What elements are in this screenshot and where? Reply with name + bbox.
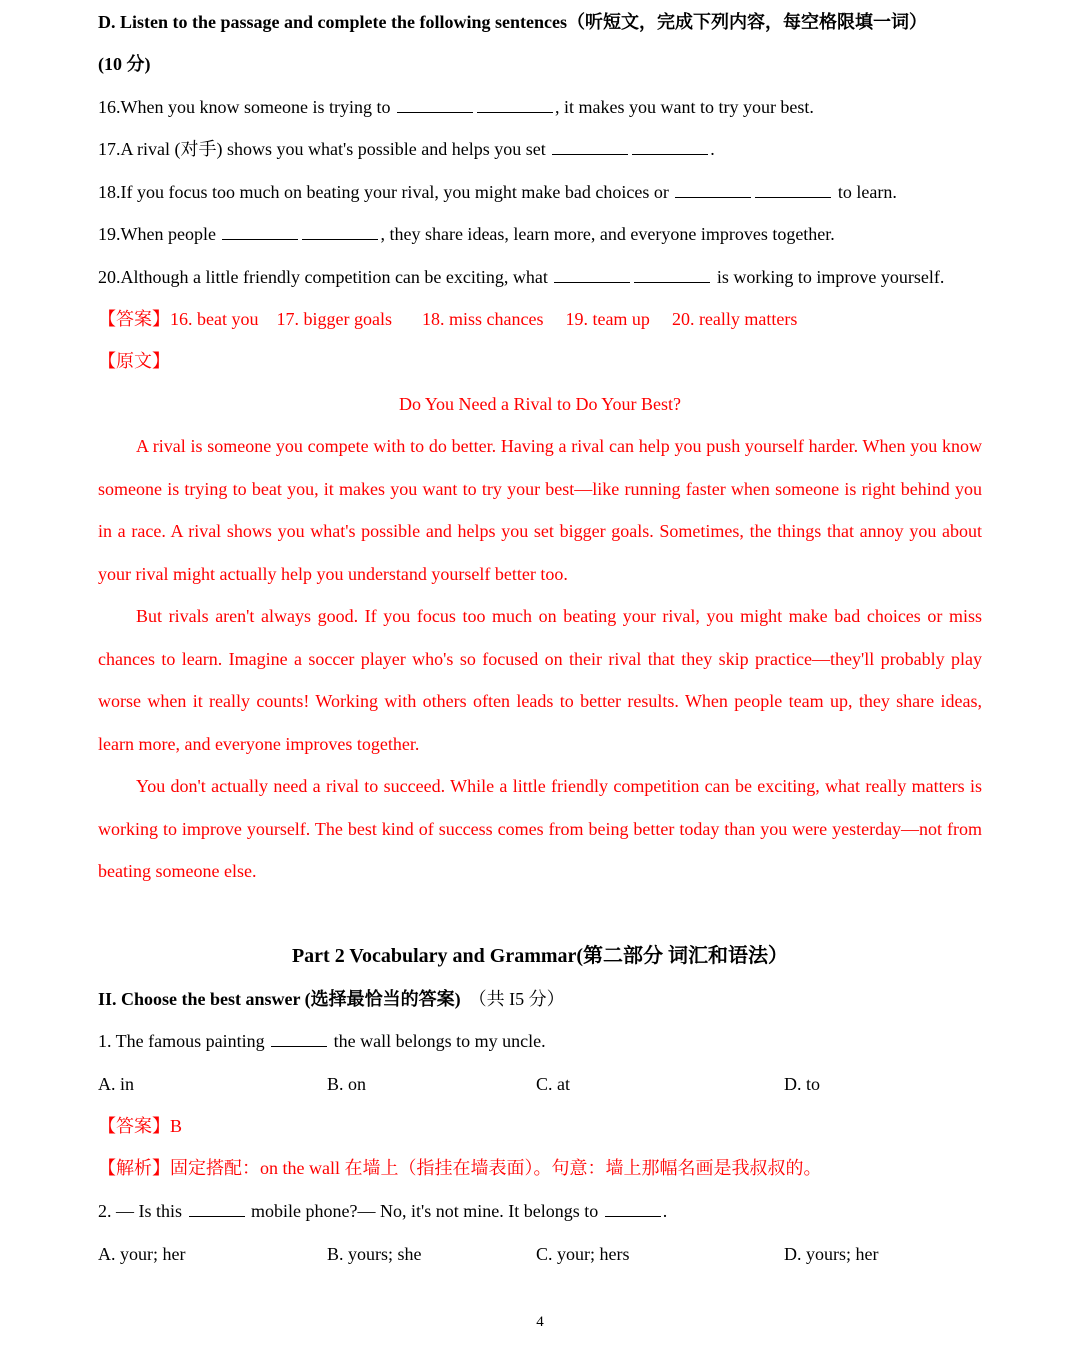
question-text: , it makes you want to try your best. (554, 97, 814, 117)
option-a: A. your; her (98, 1244, 186, 1264)
question-text: 17.A rival (对手) shows you what's possible and helps you set (98, 139, 551, 159)
mcq-1-answer (98, 1114, 982, 1138)
question-text: . (662, 1201, 668, 1221)
answer-blank (271, 1032, 327, 1047)
mcq-1 (98, 1029, 982, 1053)
question-text: 16.When you know someone is trying to (98, 97, 395, 117)
answer-item: 16. beat you (170, 309, 259, 329)
option-a: A. in (98, 1074, 134, 1094)
mcq-1-analysis (98, 1156, 982, 1180)
section-d-heading: D. Listen to the passage and complete the following sentences（听短文，完成下列内容，每空格限填一词） (98, 12, 927, 32)
option-d: D. yours; her (784, 1244, 879, 1264)
part2-title: Part 2 Vocabulary and Grammar(第二部分 词汇和语法） (291, 945, 789, 967)
mcq-2 (98, 1199, 982, 1223)
option-c: C. at (536, 1074, 570, 1094)
section-heading-text: II. Choose the best answer (选择最恰当的答案) (98, 989, 461, 1009)
answer-blank (397, 98, 473, 113)
answer-blank (189, 1202, 245, 1217)
answer-blank (477, 98, 553, 113)
mcq-1-options (98, 1072, 982, 1096)
answer-blank (634, 268, 710, 283)
answer-item: 19. team up (565, 309, 650, 329)
answer-blank (605, 1202, 661, 1217)
question-text: is working to improve yourself. (712, 267, 945, 287)
page-number: 4 (536, 1314, 544, 1330)
question-18 (98, 180, 982, 204)
passage-paragraph-3: You don't actually need a rival to succeed. While a little friendly competition can be exciting, what really matters is working to improve yourself. The best kind of success comes from being better today than you were yesterday—not from beating someone else. (98, 776, 982, 881)
answer-blank (222, 225, 298, 240)
question-19 (98, 222, 982, 246)
answer-blank (632, 140, 708, 155)
answer-label: 【答案】 (98, 309, 170, 329)
original-label: 【原文】 (98, 351, 170, 371)
section-ii-heading (98, 987, 982, 1011)
question-text: 1. The famous painting (98, 1031, 270, 1051)
answer-blank (755, 183, 831, 198)
answer-item: 17. bigger goals (276, 309, 392, 329)
mcq-2-options (98, 1242, 982, 1266)
answer-value: B (170, 1116, 183, 1136)
passage-paragraph-1: A rival is someone you compete with to do better. Having a rival can help you push yourself harder. When you know someone is trying to beat you, it makes you want to try your best—like running faster when someone is right behind you in a race. A rival shows you what's possible and helps you set bigger goals. Sometimes, the things that annoy you about your rival might actually help you understand yourself better too. (98, 436, 982, 584)
answer-item: 18. miss chances (421, 309, 544, 329)
question-text: , they share ideas, learn more, and everyone improves together. (380, 224, 835, 244)
option-d: D. to (784, 1074, 820, 1094)
answer-item: 20. really matters (671, 309, 798, 329)
analysis-label: 【解析】 (98, 1158, 170, 1178)
passage-title: Do You Need a Rival to Do Your Best? (398, 394, 681, 414)
passage-paragraph-2: But rivals aren't always good. If you focus too much on beating your rival, you might make bad choices or miss chances to learn. Imagine a soccer player who's so focused on their rival that they skip practice—they'll probably play worse when it really counts! Working with others often leads to better results. When people team up, they share ideas, learn more, and everyone improves together. (98, 606, 982, 754)
section-d-score: (10 分) (98, 54, 151, 74)
question-text: 2. — Is this (98, 1201, 187, 1221)
question-text: 18.If you focus too much on beating your rival, you might make bad choices or (98, 182, 674, 202)
question-17 (98, 137, 982, 161)
answer-blank (675, 183, 751, 198)
question-text: the wall belongs to my uncle. (329, 1031, 546, 1051)
question-20 (98, 265, 982, 289)
option-c: C. your; hers (536, 1244, 630, 1264)
section-score: （共 I5 分） (468, 989, 565, 1009)
answer-blank (554, 268, 630, 283)
answer-blank (552, 140, 628, 155)
question-text: 20.Although a little friendly competition can be exciting, what (98, 267, 553, 287)
question-text: . (710, 139, 715, 159)
question-text: 19.When people (98, 224, 221, 244)
option-b: B. yours; she (327, 1244, 422, 1264)
answer-blank (302, 225, 378, 240)
answer-key (98, 307, 982, 331)
question-text: to learn. (833, 182, 897, 202)
question-16 (98, 95, 982, 119)
option-b: B. on (327, 1074, 367, 1094)
question-text: mobile phone?— No, it's not mine. It belongs to (246, 1201, 603, 1221)
answer-label: 【答案】 (98, 1116, 170, 1136)
analysis-text: 固定搭配：on the wall 在墙上（指挂在墙表面）。句意：墙上那幅名画是我叔叔的。 (170, 1158, 822, 1178)
